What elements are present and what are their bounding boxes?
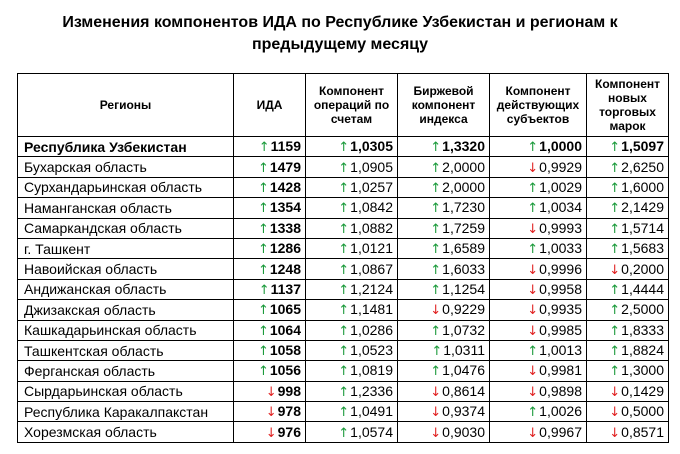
cell-value: 1,1254 — [442, 280, 485, 297]
arrow-up-icon: ↑ — [257, 344, 269, 360]
cell-value: 1,6589 — [442, 240, 485, 257]
cell-value: 1354 — [269, 199, 301, 216]
region-name-cell: Бухарская область — [18, 157, 234, 177]
component-value-cell — [587, 300, 669, 320]
component-value-cell — [398, 422, 490, 442]
arrow-up-icon: ↑ — [338, 221, 350, 237]
arrow-down-icon: ↓ — [430, 303, 442, 319]
ida-value-cell — [234, 320, 306, 340]
arrow-down-icon: ↓ — [265, 405, 277, 421]
cell-value: 0,9981 — [539, 362, 582, 379]
cell-value: 1137 — [270, 280, 301, 297]
component-value-cell — [587, 279, 669, 299]
component-value-cell — [398, 238, 490, 258]
arrow-up-icon: ↑ — [338, 405, 350, 421]
cell-value: 1,0867 — [350, 260, 393, 277]
arrow-down-icon: ↓ — [609, 425, 621, 441]
arrow-up-icon: ↑ — [609, 282, 621, 298]
component-value-cell — [587, 238, 669, 258]
component-value-cell — [490, 279, 587, 299]
header-exchange-component: Биржевой компонент индекса — [398, 74, 490, 137]
component-value-cell — [490, 259, 587, 279]
header-operations-component: Компонент операций по счетам — [306, 74, 398, 137]
component-value-cell — [587, 137, 669, 157]
arrow-up-icon: ↑ — [338, 282, 350, 298]
arrow-up-icon: ↑ — [338, 180, 350, 196]
cell-value: 976 — [277, 423, 301, 440]
component-value-cell — [587, 381, 669, 401]
arrow-down-icon: ↓ — [527, 323, 539, 339]
ida-value-cell — [234, 137, 306, 157]
region-name-cell: Навоийская область — [18, 259, 234, 279]
cell-value: 0,9985 — [539, 321, 582, 338]
component-value-cell — [490, 157, 587, 177]
arrow-up-icon: ↑ — [338, 425, 350, 441]
component-value-cell — [587, 198, 669, 218]
component-value-cell — [587, 361, 669, 381]
cell-value: 1056 — [269, 362, 301, 379]
cell-value: 1,7259 — [442, 219, 485, 236]
arrow-down-icon: ↓ — [527, 221, 539, 237]
component-value-cell — [398, 198, 490, 218]
component-value-cell — [490, 198, 587, 218]
cell-value: 0,9030 — [442, 423, 485, 440]
cell-value: 1,6000 — [621, 178, 664, 195]
cell-value: 1,0026 — [539, 403, 582, 420]
arrow-up-icon: ↑ — [257, 242, 269, 258]
cell-value: 1,0905 — [350, 158, 393, 175]
arrow-up-icon: ↑ — [430, 242, 442, 258]
cell-value: 2,0000 — [442, 158, 485, 175]
arrow-down-icon: ↓ — [265, 384, 277, 400]
ida-value-cell — [234, 218, 306, 238]
cell-value: 1058 — [269, 342, 301, 359]
arrow-up-icon: ↑ — [338, 140, 350, 156]
title-line-2: предыдущему месяцу — [251, 36, 429, 53]
arrow-up-icon: ↑ — [527, 405, 539, 421]
cell-value: 1,0523 — [350, 342, 393, 359]
arrow-down-icon: ↓ — [430, 384, 442, 400]
arrow-down-icon: ↓ — [527, 282, 539, 298]
cell-value: 1,0000 — [539, 138, 582, 155]
arrow-up-icon: ↑ — [527, 242, 539, 258]
table-row — [18, 238, 669, 258]
ida-value-cell — [234, 238, 306, 258]
arrow-down-icon: ↓ — [527, 160, 539, 176]
arrow-up-icon: ↑ — [609, 303, 621, 319]
cell-value: 1,0842 — [350, 199, 393, 216]
component-value-cell — [490, 218, 587, 238]
arrow-up-icon: ↑ — [431, 344, 443, 360]
ida-value-cell — [234, 279, 306, 299]
arrow-up-icon: ↑ — [257, 262, 269, 278]
arrow-up-icon: ↑ — [258, 282, 270, 298]
component-value-cell — [398, 259, 490, 279]
arrow-up-icon: ↑ — [430, 221, 442, 237]
cell-value: 1,0311 — [443, 342, 485, 359]
component-value-cell — [306, 381, 398, 401]
component-value-cell — [490, 238, 587, 258]
table-row — [18, 381, 669, 401]
title-line-1: Изменения компонентов ИДА по Республике Узбекистан и регионам к — [62, 14, 618, 31]
arrow-up-icon: ↑ — [430, 282, 442, 298]
arrow-down-icon: ↓ — [265, 425, 277, 441]
cell-value: 0,9898 — [539, 382, 582, 399]
component-value-cell — [587, 157, 669, 177]
component-value-cell — [398, 218, 490, 238]
table-row — [18, 157, 669, 177]
cell-value: 1,0732 — [442, 321, 485, 338]
arrow-up-icon: ↑ — [338, 160, 350, 176]
arrow-up-icon: ↑ — [527, 140, 539, 156]
header-new-trademarks-component: Компонент новых торговых марок — [587, 74, 669, 137]
table-row — [18, 279, 669, 299]
component-value-cell — [306, 361, 398, 381]
region-name-cell: Ферганская область — [18, 361, 234, 381]
component-value-cell — [306, 402, 398, 422]
arrow-down-icon: ↓ — [430, 425, 442, 441]
component-value-cell — [306, 340, 398, 360]
table-row — [18, 320, 669, 340]
cell-value: 0,5000 — [621, 403, 664, 420]
cell-value: 1,7230 — [442, 199, 485, 216]
arrow-down-icon: ↓ — [609, 262, 621, 278]
component-value-cell — [398, 300, 490, 320]
table-row — [18, 218, 669, 238]
cell-value: 0,9993 — [539, 219, 582, 236]
table-row — [18, 422, 669, 442]
arrow-up-icon: ↑ — [430, 364, 442, 380]
arrow-up-icon: ↑ — [527, 344, 539, 360]
ida-value-cell — [234, 157, 306, 177]
arrow-down-icon: ↓ — [527, 364, 539, 380]
cell-value: 1,2124 — [350, 280, 393, 297]
arrow-up-icon: ↑ — [609, 221, 621, 237]
table-row — [18, 177, 669, 197]
cell-value: 1,0574 — [350, 423, 393, 440]
ida-value-cell — [234, 422, 306, 442]
cell-value: 2,5000 — [621, 301, 664, 318]
component-value-cell — [398, 279, 490, 299]
cell-value: 0,9935 — [539, 301, 582, 318]
arrow-down-icon: ↓ — [527, 303, 539, 319]
cell-value: 1338 — [269, 219, 301, 236]
cell-value: 0,1429 — [621, 382, 664, 399]
arrow-up-icon: ↑ — [257, 364, 269, 380]
header-row — [18, 74, 669, 137]
cell-value: 1,3320 — [442, 138, 485, 155]
component-value-cell — [490, 300, 587, 320]
component-value-cell — [306, 177, 398, 197]
ida-value-cell — [234, 361, 306, 381]
arrow-up-icon: ↑ — [338, 262, 350, 278]
component-value-cell — [490, 137, 587, 157]
arrow-up-icon: ↑ — [609, 140, 621, 156]
cell-value: 1,0819 — [350, 362, 393, 379]
arrow-up-icon: ↑ — [257, 221, 269, 237]
arrow-up-icon: ↑ — [430, 201, 442, 217]
arrow-down-icon: ↓ — [527, 425, 539, 441]
cell-value: 2,6250 — [621, 158, 664, 175]
component-value-cell — [490, 177, 587, 197]
arrow-down-icon: ↓ — [609, 405, 621, 421]
cell-value: 1,0286 — [350, 321, 393, 338]
component-value-cell — [306, 198, 398, 218]
arrow-down-icon: ↓ — [527, 384, 539, 400]
ida-value-cell — [234, 300, 306, 320]
ida-value-cell — [234, 259, 306, 279]
cell-value: 998 — [277, 382, 301, 399]
component-value-cell — [306, 279, 398, 299]
cell-value: 1065 — [269, 301, 301, 318]
component-value-cell — [490, 361, 587, 381]
region-name-cell: Сырдарьинская область — [18, 381, 234, 401]
region-name-cell: Сурхандарьинская область — [18, 177, 234, 197]
component-value-cell — [587, 340, 669, 360]
component-value-cell — [398, 157, 490, 177]
component-value-cell — [490, 320, 587, 340]
arrow-up-icon: ↑ — [609, 201, 621, 217]
component-value-cell — [398, 381, 490, 401]
component-value-cell — [398, 137, 490, 157]
arrow-up-icon: ↑ — [338, 384, 350, 400]
cell-value: 0,8614 — [442, 382, 485, 399]
arrow-up-icon: ↑ — [338, 303, 350, 319]
cell-value: 1,5714 — [621, 219, 664, 236]
component-value-cell — [306, 137, 398, 157]
component-value-cell — [398, 361, 490, 381]
component-value-cell — [398, 320, 490, 340]
arrow-up-icon: ↑ — [257, 201, 269, 217]
component-value-cell — [587, 320, 669, 340]
cell-value: 1428 — [269, 178, 301, 195]
cell-value: 1,5683 — [621, 240, 664, 257]
arrow-up-icon: ↑ — [338, 364, 350, 380]
region-name-cell: Наманганская область — [18, 198, 234, 218]
region-name-cell: Республика Каракалпакстан — [18, 402, 234, 422]
cell-value: 978 — [277, 403, 301, 420]
cell-value: 2,1429 — [621, 199, 664, 216]
arrow-up-icon: ↑ — [338, 242, 350, 258]
cell-value: 0,9958 — [539, 280, 582, 297]
arrow-up-icon: ↑ — [430, 160, 442, 176]
arrow-up-icon: ↑ — [430, 140, 442, 156]
arrow-up-icon: ↑ — [338, 323, 350, 339]
ida-table — [17, 73, 669, 443]
component-value-cell — [398, 340, 490, 360]
component-value-cell — [306, 300, 398, 320]
cell-value: 1,0491 — [350, 403, 393, 420]
region-name-cell: Самаркандская область — [18, 218, 234, 238]
cell-value: 1,6033 — [442, 260, 485, 277]
cell-value: 0,9967 — [539, 423, 582, 440]
cell-value: 1,0033 — [539, 240, 582, 257]
arrow-down-icon: ↓ — [527, 262, 539, 278]
header-region: Регионы — [18, 74, 234, 137]
table-row — [18, 198, 669, 218]
arrow-up-icon: ↑ — [609, 242, 621, 258]
arrow-up-icon: ↑ — [609, 364, 621, 380]
arrow-up-icon: ↑ — [527, 180, 539, 196]
component-value-cell — [306, 320, 398, 340]
component-value-cell — [490, 381, 587, 401]
region-name-cell: Джизакская область — [18, 300, 234, 320]
cell-value: 1,0305 — [350, 138, 393, 155]
cell-value: 1248 — [269, 260, 301, 277]
header-active-subjects-component: Компонент действующих субъектов — [490, 74, 587, 137]
table-body — [18, 137, 669, 443]
arrow-up-icon: ↑ — [430, 323, 442, 339]
page-title — [0, 12, 680, 56]
component-value-cell — [398, 177, 490, 197]
cell-value: 1,0013 — [539, 342, 582, 359]
table-row — [18, 361, 669, 381]
cell-value: 0,9929 — [539, 158, 582, 175]
arrow-up-icon: ↑ — [609, 344, 621, 360]
arrow-up-icon: ↑ — [527, 201, 539, 217]
arrow-down-icon: ↓ — [430, 405, 442, 421]
cell-value: 2,0000 — [442, 178, 485, 195]
arrow-up-icon: ↑ — [258, 140, 270, 156]
cell-value: 1,0257 — [350, 178, 393, 195]
cell-value: 1479 — [269, 158, 301, 175]
cell-value: 1,4444 — [621, 280, 664, 297]
cell-value: 1064 — [269, 321, 301, 338]
cell-value: 1286 — [269, 240, 301, 257]
cell-value: 1,1481 — [350, 301, 393, 318]
cell-value: 0,9374 — [442, 403, 485, 420]
component-value-cell — [306, 157, 398, 177]
component-value-cell — [490, 402, 587, 422]
arrow-up-icon: ↑ — [338, 344, 350, 360]
table-row — [18, 340, 669, 360]
table-row — [18, 259, 669, 279]
component-value-cell — [306, 218, 398, 238]
table-row — [18, 402, 669, 422]
arrow-up-icon: ↑ — [257, 323, 269, 339]
ida-value-cell — [234, 402, 306, 422]
ida-value-cell — [234, 198, 306, 218]
component-value-cell — [587, 177, 669, 197]
component-value-cell — [306, 259, 398, 279]
arrow-up-icon: ↑ — [257, 160, 269, 176]
region-name-cell: Ташкентская область — [18, 340, 234, 360]
cell-value: 1,5097 — [621, 138, 664, 155]
cell-value: 1,2336 — [350, 382, 393, 399]
arrow-up-icon: ↑ — [609, 323, 621, 339]
cell-value: 1,0029 — [539, 178, 582, 195]
cell-value: 1,0882 — [350, 219, 393, 236]
cell-value: 1,0121 — [350, 240, 393, 257]
header-ida: ИДА — [234, 74, 306, 137]
region-name-cell: Кашкадарьинская область — [18, 320, 234, 340]
ida-value-cell — [234, 381, 306, 401]
component-value-cell — [587, 422, 669, 442]
arrow-up-icon: ↑ — [430, 262, 442, 278]
arrow-down-icon: ↓ — [609, 384, 621, 400]
region-name-cell: г. Ташкент — [18, 238, 234, 258]
cell-value: 1,3000 — [621, 362, 664, 379]
arrow-up-icon: ↑ — [609, 180, 621, 196]
cell-value: 0,9996 — [539, 260, 582, 277]
component-value-cell — [306, 422, 398, 442]
ida-value-cell — [234, 340, 306, 360]
arrow-up-icon: ↑ — [257, 180, 269, 196]
arrow-up-icon: ↑ — [338, 201, 350, 217]
cell-value: 0,8571 — [621, 423, 664, 440]
region-name-cell: Хорезмская область — [18, 422, 234, 442]
arrow-up-icon: ↑ — [257, 303, 269, 319]
region-name-cell: Андижанская область — [18, 279, 234, 299]
component-value-cell — [490, 340, 587, 360]
arrow-up-icon: ↑ — [609, 160, 621, 176]
cell-value: 0,2000 — [621, 260, 664, 277]
component-value-cell — [398, 402, 490, 422]
table-row — [18, 300, 669, 320]
component-value-cell — [587, 259, 669, 279]
component-value-cell — [490, 422, 587, 442]
component-value-cell — [587, 402, 669, 422]
cell-value: 1159 — [270, 138, 301, 155]
region-name-cell: Республика Узбекистан — [18, 137, 234, 157]
cell-value: 1,8824 — [621, 342, 664, 359]
ida-value-cell — [234, 177, 306, 197]
cell-value: 1,0476 — [442, 362, 485, 379]
table-row — [18, 137, 669, 157]
component-value-cell — [587, 218, 669, 238]
cell-value: 1,0034 — [539, 199, 582, 216]
cell-value: 1,8333 — [621, 321, 664, 338]
cell-value: 0,9229 — [442, 301, 485, 318]
arrow-up-icon: ↑ — [430, 180, 442, 196]
component-value-cell — [306, 238, 398, 258]
